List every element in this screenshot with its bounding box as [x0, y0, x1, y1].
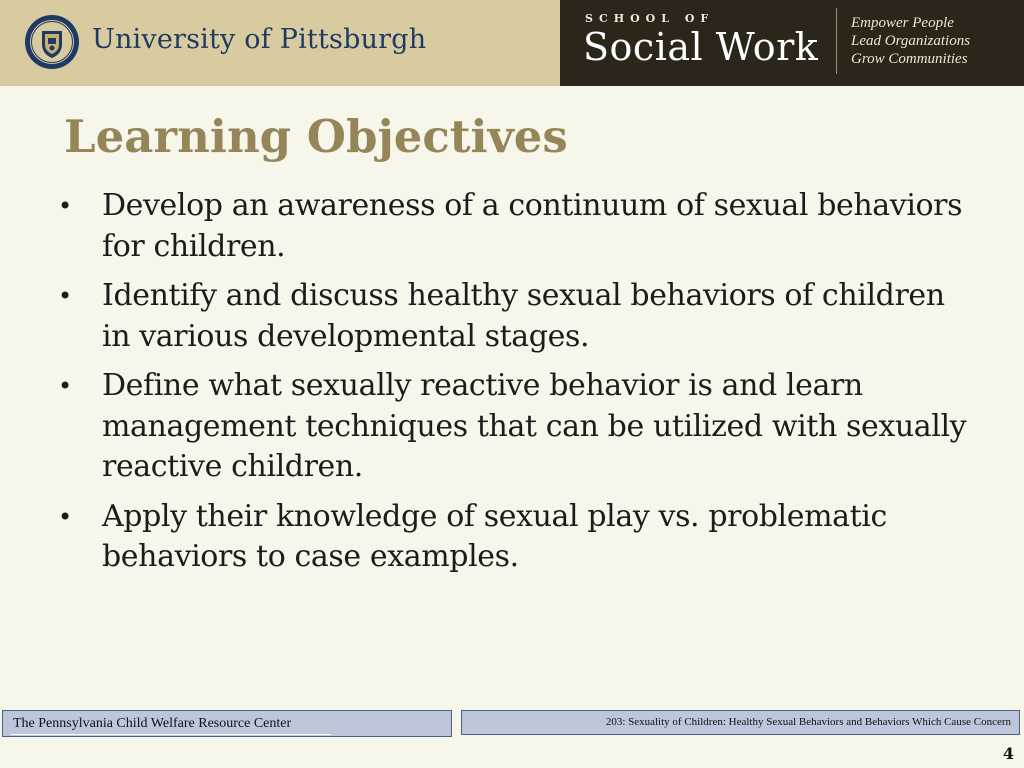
header-divider: [836, 8, 837, 74]
tagline-grow: Grow Communities: [851, 51, 968, 67]
tagline-empower: Empower People: [851, 15, 954, 31]
university-seal-icon: [24, 14, 80, 70]
footer-organization-name: The Pennsylvania Child Welfare Resource Center: [13, 716, 292, 731]
school-name: Social Work: [583, 25, 819, 69]
objective-text: Apply their knowledge of sexual play vs. problematic behaviors to case examples.: [102, 498, 887, 574]
objective-text: Identify and discuss healthy sexual behaviors of children in various developmental stages.: [102, 278, 945, 354]
objectives-list: [58, 186, 978, 587]
footer-course-title: 203: Sexuality of Children: Healthy Sexual Behaviors and Behaviors Which Cause Concern: [605, 716, 1011, 728]
footer-underline: [11, 734, 331, 735]
bullet-icon: •: [58, 372, 72, 400]
footer-organization-box: [2, 710, 452, 737]
objective-text: Develop an awareness of a continuum of sexual behaviors for children.: [102, 188, 963, 264]
slide-title: Learning Objectives: [64, 110, 568, 163]
tagline-lead: Lead Organizations: [851, 33, 971, 49]
page-number: 4: [1002, 744, 1014, 763]
bullet-icon: •: [58, 282, 72, 310]
footer-course-box: [461, 710, 1020, 735]
objective-item: [58, 366, 978, 488]
objective-item: [58, 186, 978, 267]
bullet-icon: •: [58, 502, 72, 531]
objective-text: Define what sexually reactive behavior is and learn management techniques that can be utilized with sexually reactive children.: [102, 368, 967, 484]
objective-item: [58, 276, 978, 357]
objective-item: [58, 497, 978, 578]
university-name: University of Pittsburgh: [92, 24, 427, 55]
school-of-label: SCHOOL OF: [585, 12, 715, 25]
bullet-icon: •: [58, 192, 72, 220]
